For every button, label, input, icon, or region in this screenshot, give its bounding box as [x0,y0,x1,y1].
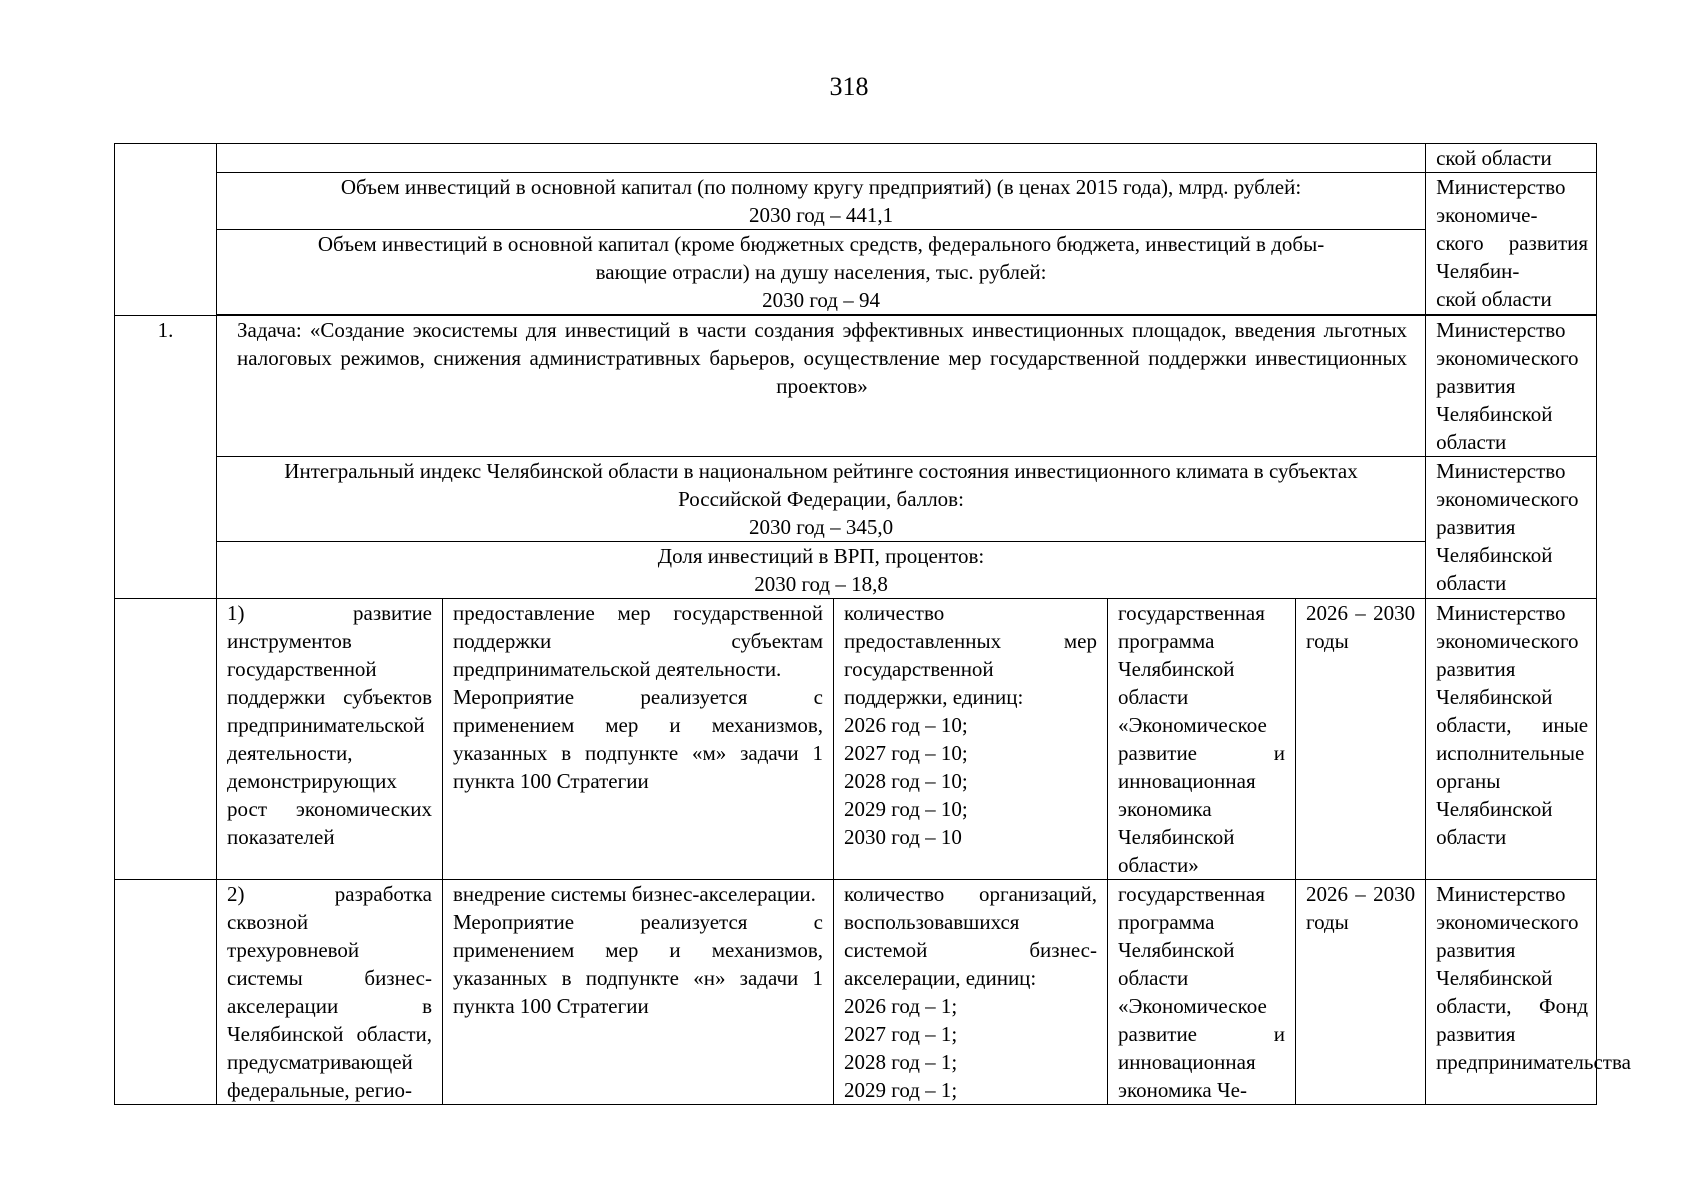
indicator-text: вающие отрасли) на душу населения, тыс. рублей: [595,260,1047,284]
indicator-cell [217,173,1426,315]
responsible-cell: Министерство экономического развития Челябинской области [1426,316,1597,457]
indicator-cell [217,457,1426,599]
indicator-target: 2030 год – 441,1 [748,203,894,227]
table-row [115,316,1597,457]
responsible-cell: Министерство экономического развития Челябинской области [1426,457,1597,599]
measure-text: внедрение системы бизнес-акселерации. [453,882,816,906]
indicator-cell [834,880,1108,1105]
indicator-target: 2030 год – 18,8 [754,572,888,596]
indicator-cell [834,599,1108,880]
table-row [115,599,1597,880]
responsible-line: ского развития Челябин- [1436,231,1589,283]
empty-cell [217,144,1426,173]
period-cell: 2026 – 2030 годы [1296,599,1426,880]
responsible-line: экономиче- [1436,203,1538,227]
indicator-title: количество предоставленных мер государственной поддержки, единиц: [844,601,1097,709]
indicator-target: 2030 год – 94 [762,288,880,312]
table-row [115,880,1597,1105]
measure-note: Мероприятие реализуется с применением мер и механизмов, указанных в подпункте «н» задачи 1 пункта 100 Стратегии [453,910,823,1018]
responsible-cell [1426,173,1597,315]
program-cell: государственная программа Челябинской области «Экономическое развитие и инновационная экономика Че- [1108,880,1296,1105]
program-cell: государственная программа Челябинской области «Экономическое развитие и инновационная экономика Челябинской области» [1108,599,1296,880]
indicator-value: 2030 год – 10 [844,825,962,849]
indicator-text: Интегральный индекс Челябинской области в национальном рейтинге состояния инвестиционного климата в субъектах Российской Федерации, баллов: [284,459,1358,511]
responsible-cell [1426,144,1597,173]
indicator-title: количество организаций, воспользовавшихся системой бизнес-акселерации, единиц: [844,882,1097,990]
indicator-value: 2026 год – 10; [844,713,968,737]
indicator-value: 2026 год – 1; [844,994,958,1018]
direction-cell: 1) развитие инструментов государственной поддержки субъектов предпринимательской деятельности, демонстрирующих рост экономических показателей [217,599,443,880]
table-row [115,173,1597,315]
number-cell [115,144,217,316]
table-row [115,144,1597,173]
indicator-value: 2028 год – 10; [844,769,968,793]
page-number: 318 [829,72,869,101]
responsible-line: ской области [1436,287,1552,311]
indicator-value: 2029 год – 10; [844,797,968,821]
measure-cell [443,880,834,1105]
indicator-value: 2027 год – 1; [844,1022,958,1046]
responsible-cell: Министерство экономического развития Челябинской области, иные исполнительные органы Челябинской области [1426,599,1597,880]
task-number: 1. [115,316,217,599]
indicator-text: Доля инвестиций в ВРП, процентов: [657,544,985,568]
indicator-value: 2028 год – 1; [844,1050,958,1074]
responsible-line: Министерство [1436,175,1566,199]
direction-cell: 2) разработка сквозной трехуровневой системы бизнес-акселерации в Челябинской области, предусматривающей федеральные, регио- [217,880,443,1105]
measure-text: предоставление мер государственной поддержки субъектам предпринимательской деятельности. [453,601,823,681]
indicator-text: Объем инвестиций в основной капитал (по полному кругу предприятий) (в ценах 2015 года), млрд. рублей: [340,175,1302,199]
period-cell: 2026 – 2030 годы [1296,880,1426,1105]
responsible-tail: ской области [1436,146,1552,170]
number-cell [115,880,217,1105]
strategy-table [114,143,1631,1105]
table-row [115,457,1597,599]
indicator-value: 2027 год – 10; [844,741,968,765]
measure-note: Мероприятие реализуется с применением мер и механизмов, указанных в подпункте «м» задачи 1 пункта 100 Стратегии [453,685,823,793]
number-cell [115,599,217,880]
indicator-value: 2029 год – 1; [844,1078,958,1102]
responsible-cell: Министерство экономического развития Челябинской области, Фонд развития предпринимательства [1426,880,1597,1105]
indicator-text: Объем инвестиций в основной капитал (кроме бюджетных средств, федерального бюджета, инвестиций в добы- [317,232,1325,256]
measure-cell [443,599,834,880]
task-text: Задача: «Создание экосистемы для инвестиций в части создания эффективных инвестиционных площадок, введения льготных налоговых режимов, снижения административных барьеров, осуществление мер государственной поддержки инвестиционных проектов» [217,316,1426,457]
indicator-target: 2030 год – 345,0 [748,515,894,539]
